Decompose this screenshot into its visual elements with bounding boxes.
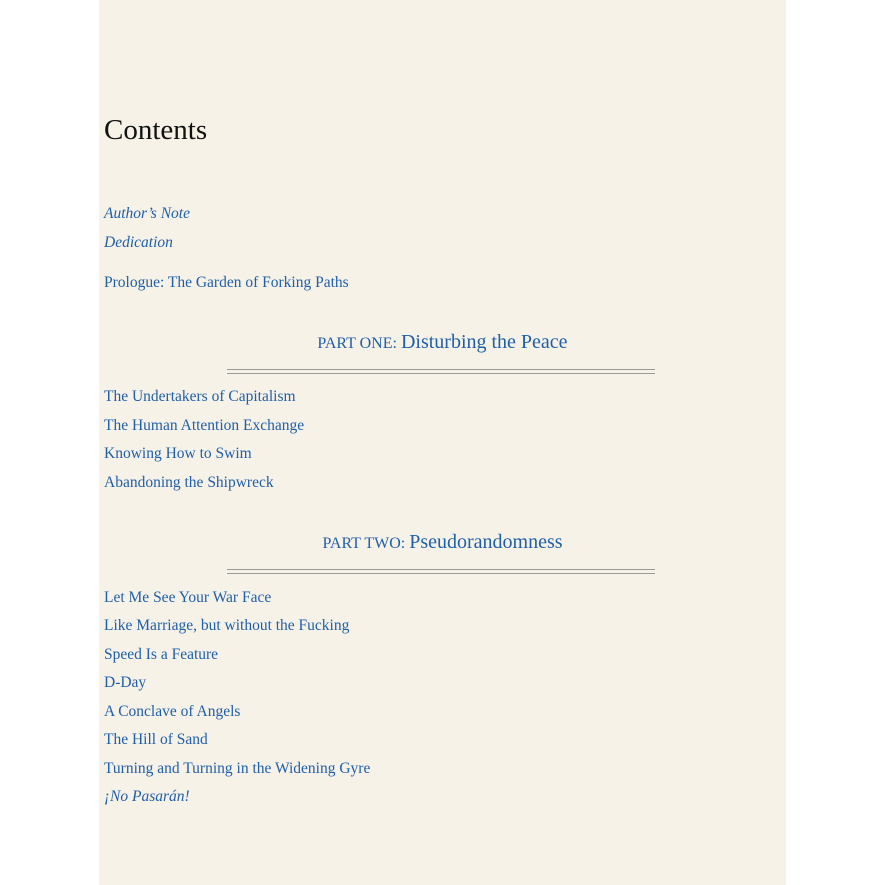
toc-link-prologue[interactable]: Prologue: The Garden of Forking Paths <box>104 274 349 291</box>
part-one-divider <box>227 369 655 374</box>
toc-link-chapter[interactable]: ¡No Pasarán! <box>104 788 190 805</box>
contents-title: Contents <box>104 114 208 146</box>
toc-link-chapter[interactable]: Let Me See Your War Face <box>104 589 272 606</box>
toc-link-chapter[interactable]: A Conclave of Angels <box>104 703 241 720</box>
toc-link-chapter[interactable]: Turning and Turning in the Widening Gyre <box>104 760 371 777</box>
toc-link-chapter[interactable]: Abandoning the Shipwreck <box>104 474 274 491</box>
toc-link-authors-note[interactable]: Author’s Note <box>104 205 190 222</box>
toc-link-chapter[interactable]: The Human Attention Exchange <box>104 417 305 434</box>
toc-link-chapter[interactable]: Like Marriage, but without the Fucking <box>104 617 350 634</box>
part-two-heading[interactable] <box>99 532 786 552</box>
toc-link-chapter[interactable]: The Undertakers of Capitalism <box>104 388 296 405</box>
part-two-divider <box>227 569 655 574</box>
toc-link-chapter[interactable]: The Hill of Sand <box>104 731 208 748</box>
part-two-prefix: PART TWO: <box>322 535 406 552</box>
toc-link-dedication[interactable]: Dedication <box>104 234 173 251</box>
toc-link-chapter[interactable]: Speed Is a Feature <box>104 646 219 663</box>
part-one-title: Disturbing the Peace <box>400 331 568 353</box>
toc-link-chapter[interactable]: D-Day <box>104 674 147 691</box>
toc-link-chapter[interactable]: Knowing How to Swim <box>104 445 252 462</box>
book-page <box>99 0 786 885</box>
part-one-prefix: PART ONE: <box>317 335 397 352</box>
part-one-heading[interactable] <box>99 332 786 352</box>
part-two-title: Pseudorandomness <box>409 531 563 553</box>
